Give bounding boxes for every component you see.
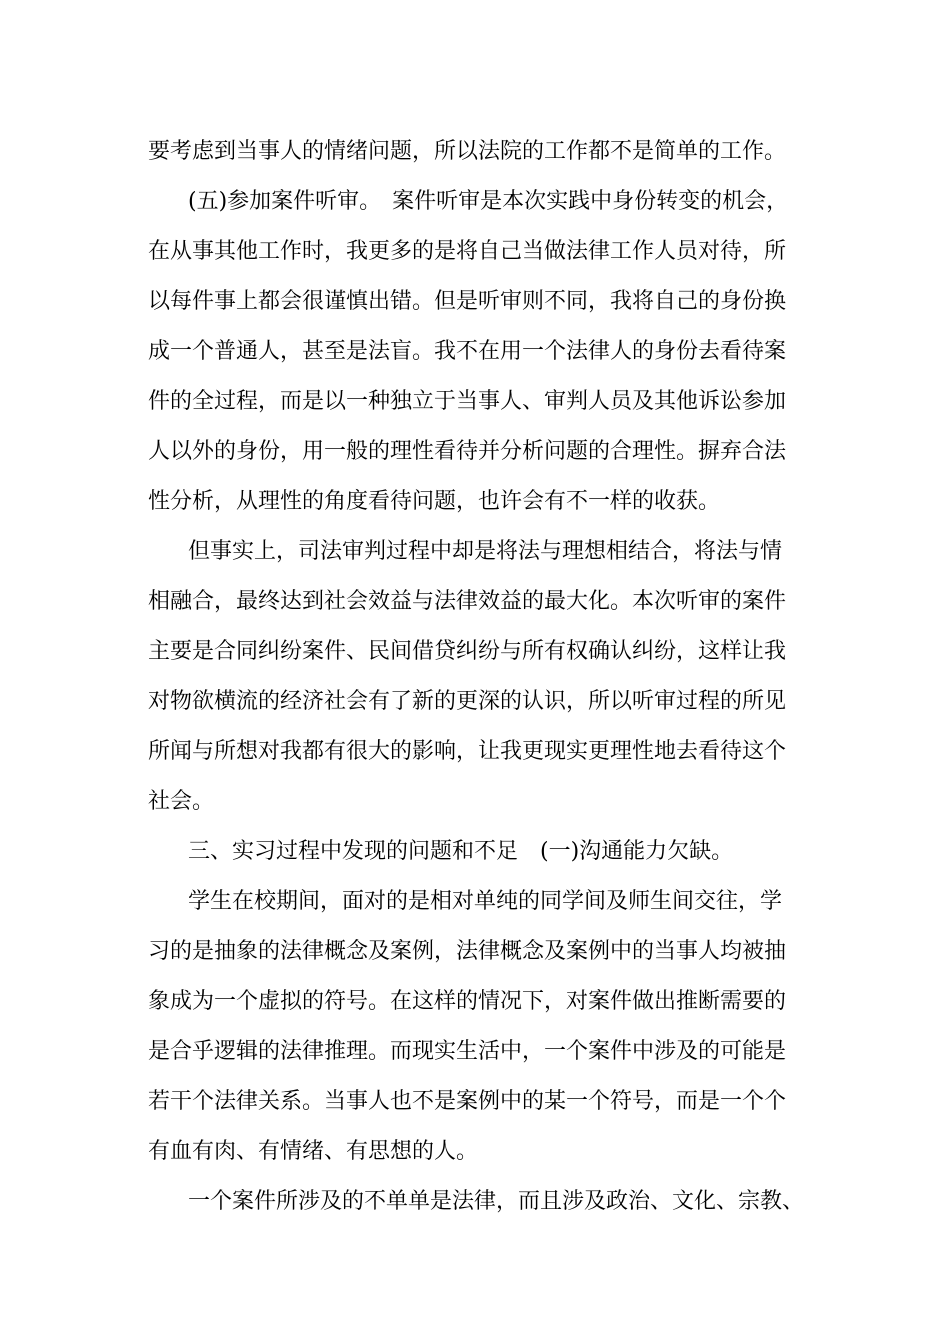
text-line-content: (五)参加案件听审。 案件听审是本次实践中身份转变的机会， xyxy=(188,189,789,214)
text-line xyxy=(0,277,950,327)
text-line-content: 成一个普通人，甚至是法盲。我不在用一个法律人的身份去看待案 xyxy=(148,339,787,364)
text-line xyxy=(0,777,950,827)
text-line xyxy=(0,177,950,227)
text-line-content: 件的全过程，而是以一种独立于当事人、审判人员及其他诉讼参加 xyxy=(148,389,787,414)
text-line-content: 学生在校期间，面对的是相对单纯的同学间及师生间交往，学 xyxy=(188,889,783,914)
text-line xyxy=(0,1077,950,1127)
section-heading xyxy=(0,827,950,877)
text-line xyxy=(0,677,950,727)
text-line xyxy=(0,727,950,777)
text-line-content: 但事实上，司法审判过程中却是将法与理想相结合，将法与情 xyxy=(188,539,783,564)
text-line-content: 一个案件所涉及的不单单是法律，而且涉及政治、文化、宗教、 xyxy=(188,1189,805,1214)
text-line-content: 社会。 xyxy=(148,789,215,814)
text-line xyxy=(0,127,950,177)
text-line xyxy=(0,227,950,277)
text-line-content: 所闻与所想对我都有很大的影响，让我更现实更理性地去看待这个 xyxy=(148,739,787,764)
text-line xyxy=(0,977,950,1027)
text-line xyxy=(0,627,950,677)
text-line-content: 是合乎逻辑的法律推理。而现实生活中，一个案件中涉及的可能是 xyxy=(148,1039,787,1064)
text-line xyxy=(0,527,950,577)
text-line-content: 以每件事上都会很谨慎出错。但是听审则不同，我将自己的身份换 xyxy=(148,289,787,314)
text-line xyxy=(0,1177,950,1227)
text-line xyxy=(0,427,950,477)
text-line-content: 若干个法律关系。当事人也不是案例中的某一个符号，而是一个个 xyxy=(148,1089,787,1114)
text-line-content: 在从事其他工作时，我更多的是将自己当做法律工作人员对待，所 xyxy=(148,239,787,264)
text-line-content: 人以外的身份，用一般的理性看待并分析问题的合理性。摒弃合法 xyxy=(148,439,787,464)
text-line-content: 相融合，最终达到社会效益与法律效益的最大化。本次听审的案件 xyxy=(148,589,787,614)
text-line xyxy=(0,477,950,527)
text-line-content: 性分析，从理性的角度看待问题，也许会有不一样的收获。 xyxy=(148,489,721,514)
text-line xyxy=(0,1027,950,1077)
text-line-content: 主要是合同纠纷案件、民间借贷纠纷与所有权确认纠纷，这样让我 xyxy=(148,639,787,664)
text-line xyxy=(0,877,950,927)
text-line xyxy=(0,327,950,377)
text-line xyxy=(0,577,950,627)
text-line xyxy=(0,1127,950,1177)
text-line xyxy=(0,377,950,427)
text-line-content: 对物欲横流的经济社会有了新的更深的认识，所以听审过程的所见 xyxy=(148,689,787,714)
text-line-content: 有血有肉、有情绪、有思想的人。 xyxy=(148,1139,479,1164)
text-line-content: 要考虑到当事人的情绪问题，所以法院的工作都不是简单的工作。 xyxy=(148,139,787,164)
text-line-content: 习的是抽象的法律概念及案例，法律概念及案例中的当事人均被抽 xyxy=(148,939,787,964)
text-line-content: 象成为一个虚拟的符号。在这样的情况下，对案件做出推断需要的 xyxy=(148,989,787,1014)
section-heading-text: 三、实习过程中发现的问题和不足 (一)沟通能力欠缺。 xyxy=(188,839,734,864)
text-line xyxy=(0,927,950,977)
